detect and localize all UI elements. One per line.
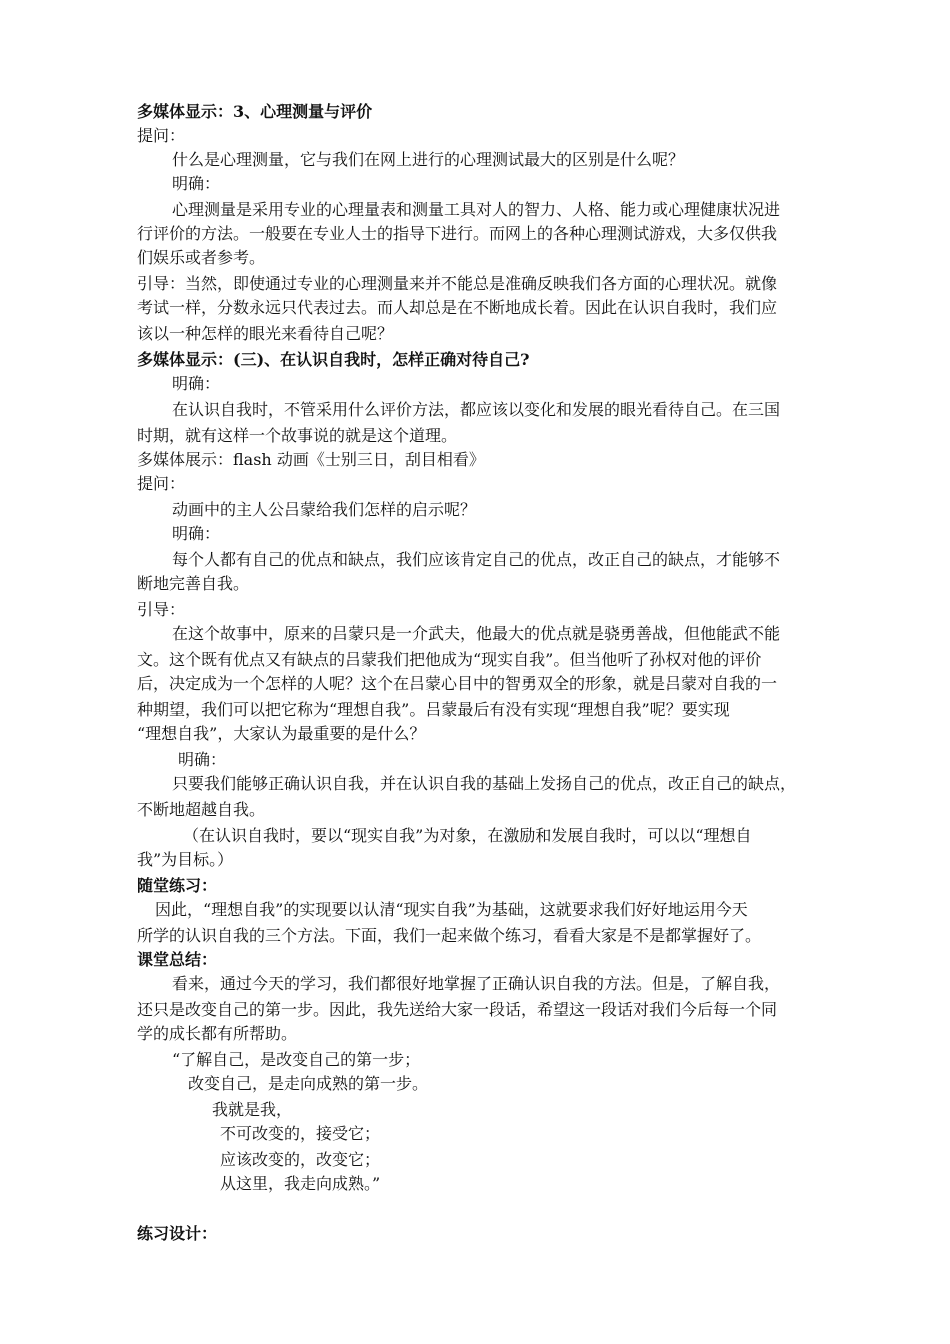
- paragraph-line: 后，决定成为一个怎样的人呢？这个在吕蒙心目中的智勇双全的形象，就是吕蒙对自我的一: [137, 674, 778, 693]
- paragraph-line: 不断地超越自我。: [137, 800, 266, 819]
- paragraph-line: “理想自我”，大家认为最重要的是什么？: [137, 724, 426, 743]
- paragraph-line: 行评价的方法。一般要在专业人士的指导下进行。而网上的各种心理测试游戏，大多仅供我: [137, 224, 778, 243]
- paragraph-line: 因此，“理想自我”的实现要以认清“现实自我”为基础，这就要求我们好好地运用今天: [155, 900, 748, 919]
- answer-label: 明确：: [172, 174, 221, 193]
- paragraph-line: 还只是改变自己的第一步。因此，我先送给大家一段话，希望这一段话对我们今后每一个同: [137, 1000, 778, 1019]
- poem-line: 从这里，我走向成熟。”: [220, 1174, 381, 1193]
- question-text: 动画中的主人公吕蒙给我们怎样的启示呢？: [172, 500, 477, 519]
- poem-line: “了解自己，是改变自己的第一步；: [172, 1050, 421, 1069]
- paragraph-line: 时期，就有这样一个故事说的就是这个道理。: [137, 426, 458, 445]
- paragraph-line: 该以一种怎样的眼光来看待自己呢？: [137, 324, 394, 343]
- paragraph-line: 所学的认识自我的三个方法。下面，我们一起来做个练习，看看大家是不是都掌握好了。: [137, 926, 762, 945]
- paragraph-line: 考试一样，分数永远只代表过去。而人却总是在不断地成长着。因此在认识自我时，我们应: [137, 298, 778, 317]
- paragraph-line: 在认识自我时，不管采用什么评价方法，都应该以变化和发展的眼光看待自己。在三国: [172, 400, 781, 419]
- poem-line: 应该改变的，改变它；: [220, 1150, 381, 1169]
- paragraph-line: 在这个故事中，原来的吕蒙只是一介武夫，他最大的优点就是骁勇善战，但他能武不能: [172, 624, 781, 643]
- answer-label: 明确：: [172, 524, 221, 543]
- section-heading-practice: 随堂练习：: [137, 876, 218, 895]
- poem-line: 我就是我，: [212, 1100, 293, 1119]
- answer-label: 明确：: [172, 374, 221, 393]
- paragraph-line: 只要我们能够正确认识自我，并在认识自我的基础上发扬自己的优点，改正自己的缺点，: [172, 774, 797, 793]
- section-heading-treat-self: 多媒体显示：(三)、在认识自我时，怎样正确对待自己?: [137, 350, 530, 369]
- question-text: 什么是心理测量，它与我们在网上进行的心理测试最大的区别是什么呢？: [172, 150, 685, 169]
- poem-line: 改变自己，是走向成熟的第一步。: [188, 1074, 429, 1093]
- paragraph-line: 断地完善自我。: [137, 574, 250, 593]
- paragraph-line: 引导：当然，即使通过专业的心理测量来并不能总是准确反映我们各方面的心理状况。就像: [137, 274, 778, 293]
- answer-label: 明确：: [178, 750, 227, 769]
- section-heading-summary: 课堂总结：: [137, 950, 218, 969]
- paragraph-line: （在认识自我时，要以“现实自我”为对象，在激励和发展自我时，可以以“理想自: [183, 826, 752, 845]
- paragraph-line: 们娱乐或者参考。: [137, 248, 266, 267]
- paragraph-line: 学的成长都有所帮助。: [137, 1024, 298, 1043]
- paragraph-line: 心理测量是采用专业的心理量表和测量工具对人的智力、人格、能力或心理健康状况进: [172, 200, 781, 219]
- question-label: 提问：: [137, 474, 186, 493]
- section-heading-exercise-design: 练习设计：: [137, 1224, 218, 1243]
- guide-label: 引导：: [137, 600, 186, 619]
- paragraph-line: 文。这个既有优点又有缺点的吕蒙我们把他成为“现实自我”。但当他听了孙权对他的评价: [137, 650, 762, 669]
- multimedia-note: 多媒体展示：flash 动画《士别三日，刮目相看》: [137, 450, 485, 469]
- paragraph-line: 我”为目标。）: [137, 850, 234, 869]
- section-heading-psych-measurement: 多媒体显示：3、心理测量与评价: [137, 102, 373, 121]
- paragraph-line: 看来，通过今天的学习，我们都很好地掌握了正确认识自我的方法。但是，了解自我，: [172, 974, 781, 993]
- paragraph-line: 每个人都有自己的优点和缺点，我们应该肯定自己的优点，改正自己的缺点，才能够不: [172, 550, 781, 569]
- paragraph-line: 种期望，我们可以把它称为“理想自我”。吕蒙最后有没有实现“理想自我”呢？要实现: [137, 700, 730, 719]
- question-label: 提问：: [137, 126, 186, 145]
- poem-line: 不可改变的，接受它；: [220, 1124, 381, 1143]
